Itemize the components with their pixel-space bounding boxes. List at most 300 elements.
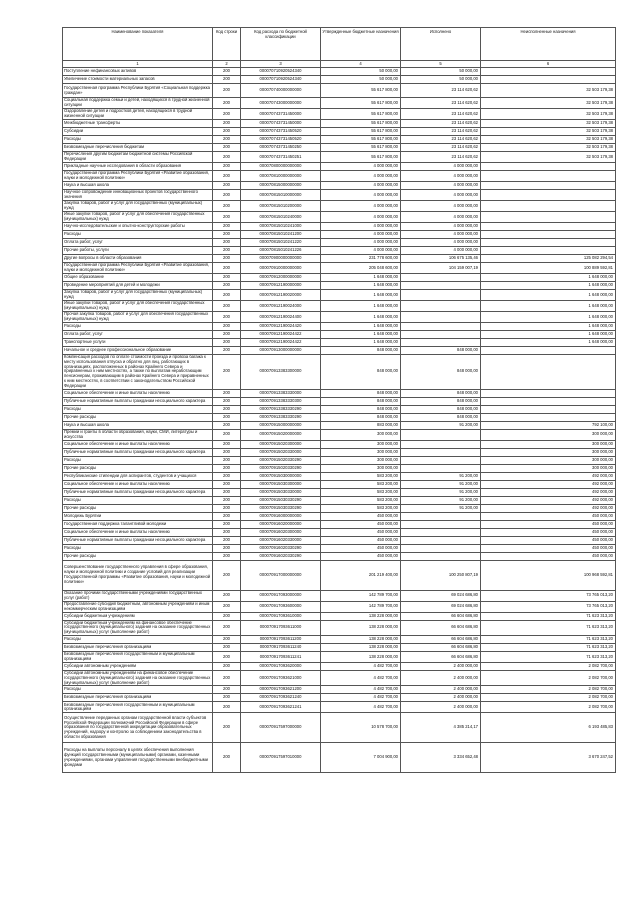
approved-amount: 201 219 400,00 <box>321 560 401 590</box>
indicator-name: Проведение мероприятий для детей и молодежи <box>63 282 213 290</box>
table-row <box>63 440 616 448</box>
unexecuted-amount: 32 503 179,38 <box>481 136 616 144</box>
executed-amount: 91 200,00 <box>401 496 481 504</box>
executed-amount: 848 000,00 <box>401 347 481 355</box>
executed-amount: 848 000,00 <box>401 389 481 397</box>
indicator-name: Безвозмездные перечисления бюджетам <box>63 144 213 152</box>
indicator-name: Начальное и среднее профессиональное образование <box>63 347 213 355</box>
unexecuted-amount: 32 503 179,38 <box>481 84 616 98</box>
approved-amount: 4 000 000,00 <box>321 171 401 182</box>
indicator-name: Публичные нормативные выплаты гражданам несоциального характера <box>63 397 213 405</box>
expense-code: 000070917093000000 <box>241 590 321 601</box>
row-code: 200 <box>213 528 241 536</box>
expense-code: 000070916020300000 <box>241 528 321 536</box>
expense-code: 000070815010241220 <box>241 239 321 247</box>
table-row <box>63 231 616 239</box>
indicator-name: Субсидии бюджетным учреждениям <box>63 612 213 620</box>
indicator-name: Осуществление переданных органам государственной власти субъектов Российской Федерации полномочий Российской Федерации в сфере образования по государственной аккредитации образовательных учреждений, надзору и контролю за соблюдением законодательства в области образования <box>63 713 213 743</box>
table-row <box>63 429 616 440</box>
unexecuted-amount <box>481 171 616 182</box>
approved-amount: 450 000,00 <box>321 552 401 560</box>
row-code: 200 <box>213 347 241 355</box>
approved-amount: 7 004 900,00 <box>321 743 401 773</box>
unexecuted-amount: 1 648 000,00 <box>481 323 616 331</box>
row-code: 200 <box>213 686 241 694</box>
executed-amount <box>401 464 481 472</box>
expense-code: 000070913383300000 <box>241 355 321 390</box>
approved-amount: 4 000 000,00 <box>321 223 401 231</box>
expense-code: 000070815010241000 <box>241 223 321 231</box>
table-row <box>63 76 616 84</box>
row-code: 200 <box>213 536 241 544</box>
unexecuted-amount: 450 000,00 <box>481 552 616 560</box>
executed-amount <box>401 544 481 552</box>
expense-code: 000070815010241200 <box>241 231 321 239</box>
table-row <box>63 421 616 429</box>
expense-code: 000070740000000000 <box>241 84 321 98</box>
row-code: 200 <box>213 601 241 612</box>
table-row <box>63 152 616 163</box>
unexecuted-amount <box>481 163 616 171</box>
approved-amount: 848 000,00 <box>321 405 401 413</box>
executed-amount <box>401 301 481 312</box>
unexecuted-amount: 2 082 700,00 <box>481 694 616 702</box>
expense-code: 000070743731450000 <box>241 109 321 120</box>
row-code: 200 <box>213 171 241 182</box>
table-row <box>63 743 616 773</box>
row-code: 200 <box>213 662 241 670</box>
row-code: 200 <box>213 635 241 643</box>
row-code: 200 <box>213 255 241 263</box>
unexecuted-amount <box>481 76 616 84</box>
row-code: 200 <box>213 98 241 109</box>
table-row <box>63 480 616 488</box>
table-row <box>63 239 616 247</box>
approved-amount: 848 000,00 <box>321 397 401 405</box>
executed-amount <box>401 552 481 560</box>
row-code: 200 <box>213 231 241 239</box>
column-number: 1 <box>63 61 213 68</box>
table-row <box>63 339 616 347</box>
indicator-name: Наука и высшая школа <box>63 421 213 429</box>
approved-amount: 55 617 800,00 <box>321 144 401 152</box>
expense-code: 000070743000000000 <box>241 98 321 109</box>
table-row <box>63 456 616 464</box>
indicator-name: Государственная поддержка талантливой молодежи <box>63 520 213 528</box>
unexecuted-amount: 1 648 000,00 <box>481 312 616 323</box>
row-code: 200 <box>213 421 241 429</box>
executed-amount: 2 400 000,00 <box>401 662 481 670</box>
executed-amount: 848 000,00 <box>401 405 481 413</box>
indicator-name: Молодежь Бурятии <box>63 512 213 520</box>
row-code: 200 <box>213 504 241 512</box>
expense-code: 000070743731450520 <box>241 136 321 144</box>
table-row <box>63 560 616 590</box>
executed-amount: 848 000,00 <box>401 355 481 390</box>
approved-amount: 55 617 800,00 <box>321 84 401 98</box>
expense-code: 000070900000000000 <box>241 255 321 263</box>
table-row <box>63 405 616 413</box>
unexecuted-amount: 1 648 000,00 <box>481 282 616 290</box>
row-code: 200 <box>213 212 241 223</box>
expense-code: 000070915030000000 <box>241 472 321 480</box>
approved-amount: 142 789 700,00 <box>321 601 401 612</box>
expense-code: 000070913383330000 <box>241 389 321 397</box>
indicator-name: Безвозмездные перечисления государственным и муниципальным организациям <box>63 651 213 662</box>
indicator-name: Расходы <box>63 405 213 413</box>
unexecuted-amount <box>481 223 616 231</box>
approved-amount: 4 482 700,00 <box>321 702 401 713</box>
table-row <box>63 464 616 472</box>
unexecuted-amount: 1 648 000,00 <box>481 331 616 339</box>
approved-amount: 848 000,00 <box>321 389 401 397</box>
expense-code: 000070916020330290 <box>241 544 321 552</box>
unexecuted-amount: 71 623 313,20 <box>481 651 616 662</box>
approved-amount: 1 648 000,00 <box>321 323 401 331</box>
row-code: 200 <box>213 520 241 528</box>
unexecuted-amount: 1 648 000,00 <box>481 290 616 301</box>
table-row <box>63 397 616 405</box>
table-row <box>63 694 616 702</box>
unexecuted-amount <box>481 231 616 239</box>
budget-execution-table <box>62 27 616 773</box>
column-number: 5 <box>401 61 481 68</box>
executed-amount: 104 159 007,19 <box>401 263 481 274</box>
approved-amount: 10 578 700,00 <box>321 713 401 743</box>
header-unexecuted: Неисполненные назначения <box>481 28 616 61</box>
row-code: 200 <box>213 389 241 397</box>
row-code: 200 <box>213 464 241 472</box>
unexecuted-amount: 73 765 013,20 <box>481 590 616 601</box>
row-code: 200 <box>213 413 241 421</box>
table-row <box>63 670 616 685</box>
indicator-name: Прочая закупка товаров, работ и услуг для обеспечения государственных (муниципальных) нужд <box>63 312 213 323</box>
executed-amount: 66 604 686,80 <box>401 635 481 643</box>
unexecuted-amount: 71 623 313,20 <box>481 643 616 651</box>
indicator-name: Публичные нормативные выплаты гражданам несоциального характера <box>63 448 213 456</box>
executed-amount: 50 000,00 <box>401 76 481 84</box>
table-body <box>63 68 616 773</box>
approved-amount: 450 000,00 <box>321 528 401 536</box>
approved-amount: 55 617 800,00 <box>321 152 401 163</box>
indicator-name: Научное сопровождение инновационных проектов государственного значения <box>63 190 213 201</box>
approved-amount: 583 200,00 <box>321 480 401 488</box>
expense-code: 000070916020330000 <box>241 536 321 544</box>
executed-amount: 4 000 000,00 <box>401 182 481 190</box>
expense-code: 000070917093621240 <box>241 694 321 702</box>
table-row <box>63 713 616 743</box>
approved-amount: 450 000,00 <box>321 536 401 544</box>
indicator-name: Компенсация расходов по оплате стоимости проезда и провоза багажа к месту использования отпуска и обратно для лиц, работающих в организациях, расположенных в районах Крайнего Севера и приравненных к ним местностях, а также по выплатам неработающим пенсионерам, проживающим в районах Крайнего Севера и приравненных к ним местностях, в соответствии с законодательством Российской Федерации <box>63 355 213 390</box>
row-code: 200 <box>213 128 241 136</box>
executed-amount <box>401 290 481 301</box>
expense-code: 000070916000000000 <box>241 512 321 520</box>
unexecuted-amount: 492 000,00 <box>481 496 616 504</box>
table-row <box>63 247 616 255</box>
indicator-name: Оздоровление детей и подростков детей, находящихся в трудной жизненной ситуации <box>63 109 213 120</box>
executed-amount <box>401 331 481 339</box>
expense-code: 000070912190024422 <box>241 339 321 347</box>
indicator-name: Увеличение стоимости материальных запасов <box>63 76 213 84</box>
unexecuted-amount <box>481 190 616 201</box>
approved-amount: 300 000,00 <box>321 456 401 464</box>
unexecuted-amount: 73 765 013,20 <box>481 601 616 612</box>
row-code: 200 <box>213 282 241 290</box>
table-row <box>63 601 616 612</box>
unexecuted-amount: 450 000,00 <box>481 544 616 552</box>
executed-amount: 2 400 000,00 <box>401 686 481 694</box>
expense-code: 000070743731450520 <box>241 128 321 136</box>
row-code: 200 <box>213 323 241 331</box>
approved-amount: 300 000,00 <box>321 448 401 456</box>
expense-code: 000070915020000000 <box>241 429 321 440</box>
indicator-name: Расходы <box>63 456 213 464</box>
expense-code: 000070915030300000 <box>241 480 321 488</box>
approved-amount: 883 000,00 <box>321 421 401 429</box>
executed-amount <box>401 323 481 331</box>
approved-amount: 1 648 000,00 <box>321 301 401 312</box>
approved-amount: 50 000,00 <box>321 76 401 84</box>
expense-code: 000070916020000000 <box>241 520 321 528</box>
unexecuted-amount: 32 503 179,38 <box>481 120 616 128</box>
executed-amount: 2 400 000,00 <box>401 670 481 685</box>
indicator-name: Наука и высшая школа <box>63 182 213 190</box>
expense-code: 000070912000000000 <box>241 274 321 282</box>
row-code: 200 <box>213 274 241 282</box>
unexecuted-amount: 100 889 592,81 <box>481 263 616 274</box>
executed-amount: 4 000 000,00 <box>401 163 481 171</box>
executed-amount <box>401 528 481 536</box>
expense-code: 000070915020330290 <box>241 464 321 472</box>
approved-amount: 4 482 700,00 <box>321 662 401 670</box>
executed-amount: 23 114 620,62 <box>401 98 481 109</box>
indicator-name: Расходы <box>63 496 213 504</box>
approved-amount: 4 482 700,00 <box>321 686 401 694</box>
approved-amount: 138 228 000,00 <box>321 643 401 651</box>
approved-amount: 583 200,00 <box>321 472 401 480</box>
expense-code: 000070912190024400 <box>241 312 321 323</box>
executed-amount: 66 604 686,80 <box>401 612 481 620</box>
executed-amount: 91 200,00 <box>401 504 481 512</box>
row-code: 200 <box>213 144 241 152</box>
table-row <box>63 163 616 171</box>
indicator-name: Оплата работ, услуг <box>63 239 213 247</box>
row-code: 200 <box>213 190 241 201</box>
indicator-name: Научно-исследовательские и опытно-конструкторские работы <box>63 223 213 231</box>
executed-amount: 4 000 000,00 <box>401 171 481 182</box>
executed-amount: 848 000,00 <box>401 397 481 405</box>
expense-code: 000070815010240000 <box>241 212 321 223</box>
table-row <box>63 552 616 560</box>
approved-amount: 138 228 000,00 <box>321 635 401 643</box>
unexecuted-amount <box>481 239 616 247</box>
unexecuted-amount <box>481 68 616 76</box>
executed-amount <box>401 536 481 544</box>
unexecuted-amount: 492 000,00 <box>481 480 616 488</box>
indicator-name: Поступление нефинансовых активов <box>63 68 213 76</box>
executed-amount: 4 000 000,00 <box>401 190 481 201</box>
executed-amount: 23 114 620,62 <box>401 128 481 136</box>
approved-amount: 4 000 000,00 <box>321 190 401 201</box>
expense-code: 000070915020330000 <box>241 448 321 456</box>
expense-code: 000070917093600000 <box>241 601 321 612</box>
table-row <box>63 171 616 182</box>
row-code: 200 <box>213 301 241 312</box>
table-row <box>63 413 616 421</box>
table-row <box>63 212 616 223</box>
indicator-name: Иные закупки товаров, работ и услуг для обеспечения государственных (муниципальных) нужд <box>63 301 213 312</box>
table-row <box>63 620 616 635</box>
unexecuted-amount <box>481 247 616 255</box>
executed-amount <box>401 512 481 520</box>
table-row <box>63 323 616 331</box>
unexecuted-amount: 450 000,00 <box>481 528 616 536</box>
expense-code: 000070815010200000 <box>241 201 321 212</box>
executed-amount: 2 400 000,00 <box>401 702 481 713</box>
row-code: 200 <box>213 312 241 323</box>
indicator-name: Прочие расходы <box>63 504 213 512</box>
table-row <box>63 136 616 144</box>
approved-amount: 4 000 000,00 <box>321 163 401 171</box>
row-code: 200 <box>213 84 241 98</box>
table-row <box>63 520 616 528</box>
unexecuted-amount: 2 082 700,00 <box>481 670 616 685</box>
executed-amount: 100 250 807,19 <box>401 560 481 590</box>
expense-code: 000070815010000000 <box>241 190 321 201</box>
expense-code: 000070912190020000 <box>241 290 321 301</box>
executed-amount: 23 114 620,62 <box>401 144 481 152</box>
indicator-name: Прочие работы, услуги <box>63 247 213 255</box>
expense-code: 000070915020330290 <box>241 456 321 464</box>
row-code: 200 <box>213 743 241 773</box>
table-row <box>63 144 616 152</box>
row-code: 200 <box>213 76 241 84</box>
executed-amount <box>401 274 481 282</box>
indicator-name: Государственная программа Республики Бурятия «Социальная поддержка граждан» <box>63 84 213 98</box>
approved-amount: 1 648 000,00 <box>321 282 401 290</box>
approved-amount: 450 000,00 <box>321 520 401 528</box>
approved-amount: 300 000,00 <box>321 429 401 440</box>
table-row <box>63 389 616 397</box>
column-number: 3 <box>241 61 321 68</box>
executed-amount: 91 200,00 <box>401 488 481 496</box>
table-row <box>63 347 616 355</box>
approved-amount: 450 000,00 <box>321 512 401 520</box>
indicator-name: Другие вопросы в области образования <box>63 255 213 263</box>
expense-code: 000070912190024000 <box>241 301 321 312</box>
table-row <box>63 120 616 128</box>
indicator-name: Расходы <box>63 323 213 331</box>
executed-amount: 69 024 686,80 <box>401 590 481 601</box>
expense-code: 000070916020330290 <box>241 552 321 560</box>
indicator-name: Межбюджетные трансферты <box>63 120 213 128</box>
row-code: 200 <box>213 694 241 702</box>
table-row <box>63 448 616 456</box>
table-row <box>63 496 616 504</box>
row-code: 200 <box>213 620 241 635</box>
table-row <box>63 686 616 694</box>
expense-code: 000070913383330290 <box>241 413 321 421</box>
indicator-name: Транспортные услуги <box>63 339 213 347</box>
row-code: 200 <box>213 512 241 520</box>
table-row <box>63 84 616 98</box>
unexecuted-amount: 32 503 179,38 <box>481 98 616 109</box>
unexecuted-amount: 32 503 179,38 <box>481 109 616 120</box>
expense-code: 000070917093621200 <box>241 686 321 694</box>
unexecuted-amount <box>481 212 616 223</box>
unexecuted-amount <box>481 405 616 413</box>
row-code: 200 <box>213 247 241 255</box>
indicator-name: Государственная программа Республики Бурятия «Развитие образования, науки и молодежной политики» <box>63 263 213 274</box>
unexecuted-amount: 492 000,00 <box>481 488 616 496</box>
row-code: 200 <box>213 488 241 496</box>
table-row <box>63 612 616 620</box>
expense-code: 000070917093611240 <box>241 643 321 651</box>
executed-amount: 3 334 652,48 <box>401 743 481 773</box>
expense-code: 000070915030330000 <box>241 488 321 496</box>
unexecuted-amount: 125 082 294,54 <box>481 255 616 263</box>
unexecuted-amount <box>481 201 616 212</box>
indicator-name: Расходы <box>63 231 213 239</box>
table-row <box>63 312 616 323</box>
executed-amount <box>401 456 481 464</box>
expense-code: 000070743731450000 <box>241 120 321 128</box>
unexecuted-amount: 32 503 179,38 <box>481 128 616 136</box>
table-row <box>63 201 616 212</box>
table-row <box>63 702 616 713</box>
table-row <box>63 355 616 390</box>
row-code: 200 <box>213 713 241 743</box>
table-row <box>63 282 616 290</box>
executed-amount: 50 000,00 <box>401 68 481 76</box>
unexecuted-amount: 300 000,00 <box>481 440 616 448</box>
header-executed: Исполнено <box>401 28 481 61</box>
row-code: 200 <box>213 120 241 128</box>
executed-amount: 848 000,00 <box>401 413 481 421</box>
unexecuted-amount <box>481 182 616 190</box>
approved-amount: 4 482 700,00 <box>321 694 401 702</box>
row-code: 200 <box>213 612 241 620</box>
executed-amount: 66 604 686,80 <box>401 651 481 662</box>
indicator-name: Прочие расходы <box>63 464 213 472</box>
indicator-name: Расходы <box>63 686 213 694</box>
approved-amount: 4 000 000,00 <box>321 247 401 255</box>
row-code: 200 <box>213 643 241 651</box>
expense-code: 000070913000000000 <box>241 347 321 355</box>
row-code: 200 <box>213 448 241 456</box>
row-code: 200 <box>213 68 241 76</box>
expense-code: 000070710920524340 <box>241 68 321 76</box>
unexecuted-amount: 492 000,00 <box>481 504 616 512</box>
executed-amount: 106 675 135,46 <box>401 255 481 263</box>
unexecuted-amount: 32 503 179,38 <box>481 152 616 163</box>
column-number: 6 <box>481 61 616 68</box>
expense-code: 000070912190000000 <box>241 282 321 290</box>
unexecuted-amount: 100 968 592,81 <box>481 560 616 590</box>
row-code: 200 <box>213 152 241 163</box>
indicator-name: Социальная поддержка семьи и детей, находящихся в трудной жизненной ситуации <box>63 98 213 109</box>
indicator-name: Безвозмездные перечисления организациям <box>63 694 213 702</box>
approved-amount: 4 000 000,00 <box>321 212 401 223</box>
row-code: 200 <box>213 670 241 685</box>
approved-amount: 1 648 000,00 <box>321 339 401 347</box>
executed-amount: 4 000 000,00 <box>401 212 481 223</box>
table-row <box>63 68 616 76</box>
table-row <box>63 544 616 552</box>
approved-amount: 138 228 000,00 <box>321 651 401 662</box>
approved-amount: 583 200,00 <box>321 496 401 504</box>
executed-amount: 4 000 000,00 <box>401 247 481 255</box>
